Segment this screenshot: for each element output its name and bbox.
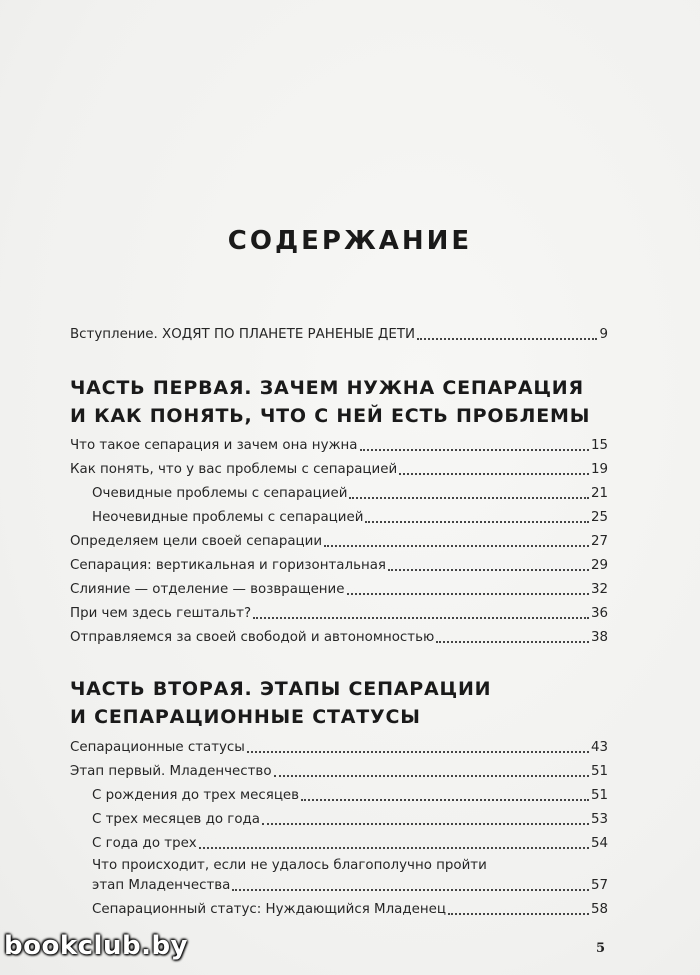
- toc-entry-text: С года до трех: [92, 836, 197, 851]
- toc-entry: [70, 533, 608, 551]
- toc-entry-page: 57: [590, 878, 608, 893]
- toc-leader-dots: [301, 799, 589, 801]
- toc-entry-text: Очевидные проблемы с сепарацией: [92, 486, 348, 501]
- toc-entry-text: Сепарация: вертикальная и горизонтальная: [70, 558, 386, 573]
- part1-heading-line1: ЧАСТЬ ПЕРВАЯ. ЗАЧЕМ НУЖНА СЕПАРАЦИЯ: [70, 377, 584, 399]
- toc-entry-page: 25: [590, 510, 608, 525]
- toc-subentry: [92, 877, 608, 895]
- toc-leader-dots: [417, 338, 597, 340]
- toc-entry-text: С рождения до трех месяцев: [92, 788, 300, 803]
- toc-entry-text: Сепарационные статусы: [70, 740, 245, 755]
- toc-entry-page: 51: [590, 764, 608, 779]
- page-title: СОДЕРЖАНИЕ: [227, 226, 473, 256]
- toc-entry-page: 54: [590, 836, 608, 851]
- toc-entry: [70, 581, 608, 599]
- toc-leader-dots: [262, 823, 589, 825]
- toc-entry: [70, 557, 608, 575]
- toc-entry: [70, 605, 608, 623]
- toc-leader-dots: [199, 847, 589, 849]
- toc-entry: [70, 461, 608, 479]
- toc-entry: [70, 437, 608, 455]
- toc-entry-text: Этап первый. Младенчество: [70, 764, 272, 779]
- toc-entry-page: 51: [590, 788, 608, 803]
- toc-subentry: [92, 787, 608, 805]
- toc-entry: [70, 763, 608, 781]
- toc-entry-page: 38: [590, 630, 608, 645]
- toc-leader-dots: [324, 545, 589, 547]
- toc-leader-dots: [247, 751, 589, 753]
- toc-entry-text: С трех месяцев до года: [92, 812, 260, 827]
- toc-entry-text: Определяем цели своей сепарации: [70, 534, 323, 549]
- toc-leader-dots: [365, 521, 589, 523]
- toc-entry-page: 53: [590, 812, 608, 827]
- toc-entry-page: 19: [590, 462, 608, 477]
- toc-entry-text: Отправляемся за своей свободой и автономностью: [70, 630, 435, 645]
- site-watermark: bookclub.by: [4, 931, 189, 961]
- toc-entry-page: 58: [590, 902, 608, 917]
- toc-entry-page: 43: [590, 740, 608, 755]
- toc-leader-dots: [232, 889, 589, 891]
- toc-leader-dots: [349, 497, 589, 499]
- part1-heading-line2: И КАК ПОНЯТЬ, ЧТО С НЕЙ ЕСТЬ ПРОБЛЕМЫ: [70, 405, 591, 427]
- toc-subentry: [92, 835, 608, 853]
- toc-entry-text: Слияние — отделение — возвращение: [70, 582, 345, 597]
- toc-entry: [70, 739, 608, 757]
- toc-leader-dots: [388, 569, 589, 571]
- toc-entry-page: 27: [590, 534, 608, 549]
- toc-entry-text: Как понять, что у вас проблемы с сепарацией: [70, 462, 398, 477]
- toc-leader-dots: [274, 775, 589, 777]
- toc-leader-dots: [436, 641, 589, 643]
- toc-entry-text: Вступление. ХОДЯТ ПО ПЛАНЕТЕ РАНЕНЫЕ ДЕТИ: [70, 327, 416, 342]
- toc-subentry: [92, 811, 608, 829]
- toc-entry-text: При чем здесь гештальт?: [70, 606, 252, 621]
- toc-entry-text: Неочевидные проблемы с сепарацией: [92, 510, 364, 525]
- toc-entry-page: 9: [599, 327, 608, 342]
- page-number: 5: [596, 941, 606, 956]
- toc-entry-page: 15: [590, 438, 608, 453]
- toc-entry: [70, 629, 608, 647]
- toc-entry-text: Сепарационный статус: Нуждающийся Младенец: [92, 902, 446, 917]
- part2-heading-line2: И СЕПАРАЦИОННЫЕ СТАТУСЫ: [70, 706, 421, 728]
- toc-leader-dots: [360, 449, 589, 451]
- toc-entry-page: 21: [590, 486, 608, 501]
- toc-entry-page: 32: [590, 582, 608, 597]
- toc-entry-text: этап Младенчества: [92, 878, 231, 893]
- toc-entry-intro: [70, 326, 608, 344]
- part2-heading-line1: ЧАСТЬ ВТОРАЯ. ЭТАПЫ СЕПАРАЦИИ: [70, 678, 492, 700]
- toc-leader-dots: [253, 617, 589, 619]
- toc-entry-text: Что такое сепарация и зачем она нужна: [70, 438, 358, 453]
- toc-subentry: [92, 485, 608, 503]
- toc-leader-dots: [399, 473, 589, 475]
- toc-entry-page: 29: [590, 558, 608, 573]
- toc-subentry: [92, 509, 608, 527]
- toc-subentry: [92, 901, 608, 919]
- toc-leader-dots: [347, 593, 589, 595]
- toc-subentry-text-line1: Что происходит, если не удалось благополучно пройти: [92, 858, 487, 873]
- toc-entry-page: 36: [590, 606, 608, 621]
- toc-leader-dots: [448, 913, 589, 915]
